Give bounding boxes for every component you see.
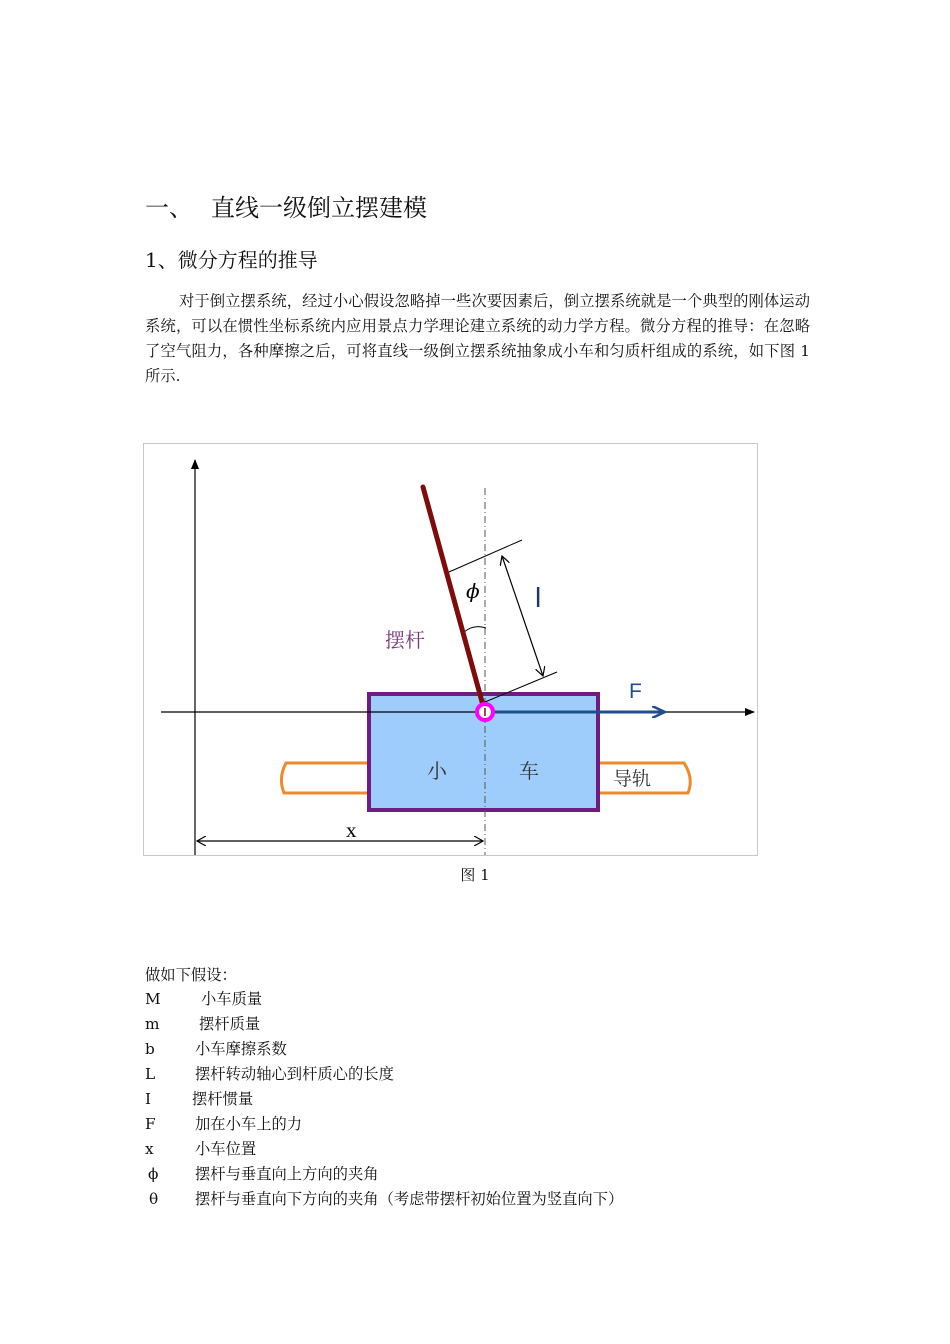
- figure-inverted-pendulum: [143, 443, 758, 856]
- variable-symbol: F: [145, 1115, 156, 1133]
- variable-symbol: L: [145, 1065, 156, 1083]
- angle-arc: [464, 627, 486, 632]
- assumptions-title: 做如下假设：: [145, 966, 237, 984]
- variable-description: 小车摩擦系数: [195, 1040, 287, 1058]
- variable-symbol: m: [145, 1015, 160, 1033]
- rail-left: [281, 763, 370, 793]
- cart-label-right: 车: [519, 759, 539, 783]
- section-title: 直线一级倒立摆建模: [211, 194, 427, 222]
- intro-paragraph: 对于倒立摆系统，经过小心假设忽略掉一些次要因素后，倒立摆系统就是一个典型的刚体运动系统，可以在惯性坐标系统内应用景点力学理论建立系统的动力学方程。微分方程的推导：在忽略了空气阻力，各种摩擦之后，可将直线一级倒立摆系统抽象成小车和匀质杆组成的系统，如下图 1 所示.: [145, 292, 810, 385]
- variable-description: 小车位置: [195, 1140, 257, 1158]
- subsection-heading: 1、微分方程的推导: [145, 248, 318, 272]
- variable-symbol: θ: [149, 1190, 159, 1208]
- variable-description: 摆杆与垂直向下方向的夹角（考虑带摆杆初始位置为竖直向下）: [195, 1190, 624, 1208]
- variable-description: 小车质量: [201, 990, 263, 1008]
- length-arrow: [502, 556, 543, 676]
- variable-symbol: I: [145, 1090, 152, 1108]
- position-label: x: [346, 818, 357, 842]
- section-number: 一、: [145, 194, 193, 222]
- variable-symbol: x: [145, 1140, 154, 1158]
- variable-symbol: b: [145, 1040, 155, 1058]
- section-heading: [145, 190, 427, 226]
- cart-label-left: 小: [427, 759, 447, 783]
- variable-description: 摆杆惯量: [192, 1090, 254, 1108]
- figure-caption: 图 1: [460, 866, 490, 884]
- variable-description: 摆杆转动轴心到杆质心的长度: [195, 1065, 394, 1083]
- force-label: F: [629, 680, 642, 703]
- rail-label: 导轨: [613, 768, 652, 790]
- phi-label: ϕ: [466, 579, 480, 603]
- variable-description: 摆杆与垂直向上方向的夹角: [195, 1165, 379, 1183]
- variable-description: 加在小车上的力: [195, 1115, 303, 1133]
- pendulum-diagram: [144, 444, 758, 856]
- pendulum-label: 摆杆: [385, 628, 425, 652]
- variable-symbol: ϕ: [148, 1165, 159, 1183]
- variable-symbol: M: [145, 990, 161, 1008]
- variable-description: 摆杆质量: [199, 1015, 261, 1033]
- length-label: l: [535, 582, 542, 613]
